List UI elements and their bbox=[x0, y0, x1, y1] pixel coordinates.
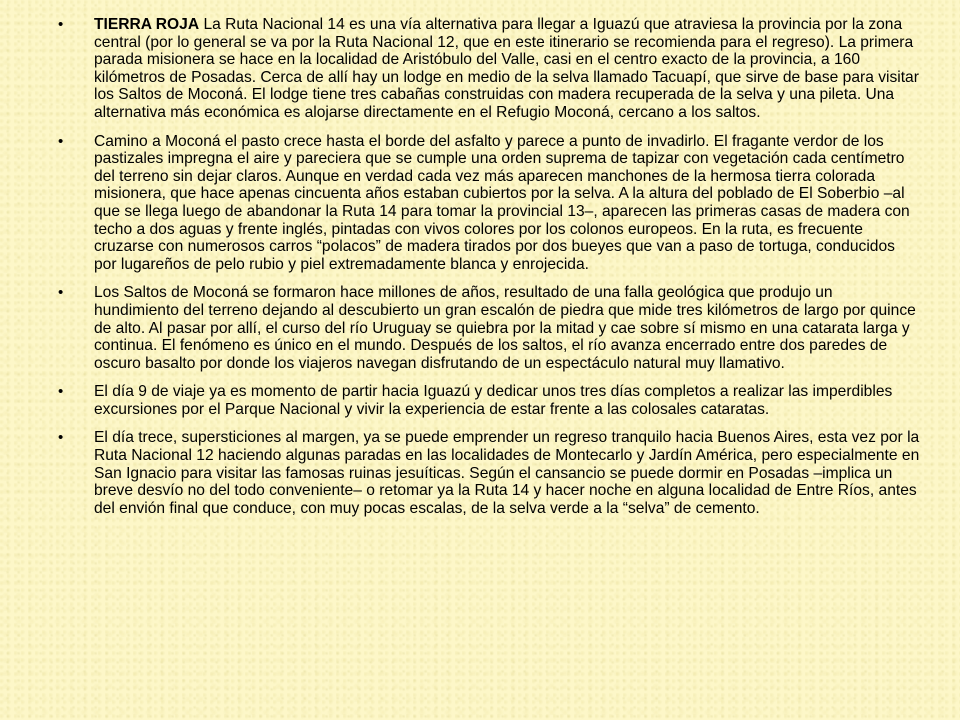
paragraph-text: El día trece, supersticiones al margen, ya se puede emprender un regreso tranquilo hacia Buenos Aires, esta vez por la Ruta Nacional 12 haciendo algunas paradas en las localidades de Montecarlo y Jardín América, pero especialmente en San Ignacio para visitar las famosas ruinas jesuíticas. Según el cansancio se puede dormir en Posadas –implica un breve desvío no del todo conveniente– o retomar ya la Ruta 14 y hacer noche en alguna localidad de Entre Ríos, antes del envión final que conduce, con muy pocas escalas, de la selva verde a la “selva” de cemento. bbox=[94, 429, 920, 517]
bullet-item-saltos-de-mocona bbox=[58, 284, 920, 372]
bullet-item-camino-a-mocona bbox=[58, 133, 920, 274]
bullet-item-dia-trece bbox=[58, 429, 920, 517]
paragraph-text: El día 9 de viaje ya es momento de partir hacia Iguazú y dedicar unos tres días completos a realizar las imperdibles excursiones por el Parque Nacional y vivir la experiencia de estar frente a las colosales cataratas. bbox=[94, 383, 893, 418]
paragraph-lead-title: TIERRA ROJA bbox=[94, 16, 200, 33]
bullet-icon: • bbox=[58, 429, 64, 447]
bullet-list bbox=[58, 16, 920, 517]
bullet-item-tierra-roja bbox=[58, 16, 920, 122]
paragraph-text: La Ruta Nacional 14 es una vía alternativa para llegar a Iguazú que atraviesa la provincia por la zona central (por lo general se va por la Ruta Nacional 12, que en este itinerario se recomienda para el regreso). La primera parada misionera se hace en la localidad de Aristóbulo del Valle, casi en el centro exacto de la provincia, a 160 kilómetros de Posadas. Cerca de allí hay un lodge en medio de la selva llamado Tacuapí, que sirve de base para visitar los Saltos de Moconá. El lodge tiene tres cabañas construidas con madera recuperada de la selva y una pileta. Una alternativa más económica es alojarse directamente en el Refugio Moconá, cercano a los saltos. bbox=[94, 16, 919, 121]
bullet-icon: • bbox=[58, 383, 64, 401]
bullet-item-dia-9 bbox=[58, 383, 920, 418]
bullet-icon: • bbox=[58, 16, 64, 33]
paragraph-text: Camino a Moconá el pasto crece hasta el borde del asfalto y parece a punto de invadirlo. El fragante verdor de los pastizales impregna el aire y pareciera que se cumple una orden suprema de tapizar con vegetación cada centímetro del terreno sin dejar claros. Aunque en verdad cada vez más aparecen manchones de la hermosa tierra colorada misionera, que hace apenas cincuenta años estaban cubiertos por la selva. A la altura del poblado de El Soberbio –al que se llega luego de abandonar la Ruta 14 para tomar la provincial 13–, aparecen las primeras casas de madera con techo a dos aguas y frente inglés, pintadas con vivos colores por los colonos europeos. En la ruta, es frecuente cruzarse con numerosos carros “polacos” de madera tirados por dos bueyes que van a paso de tortuga, conducidos por lugareños de pelo rubio y piel extremadamente blanca y enrojecida. bbox=[94, 132, 910, 273]
paragraph-text: Los Saltos de Moconá se formaron hace millones de años, resultado de una falla geológica que produjo un hundimiento del terreno dejando al descubierto un gran escalón de piedra que mide tres kilómetros de largo por quince de alto. Al pasar por allí, el curso del río Uruguay se quiebra por la mitad y cae sobre sí mismo en una catarata larga y continua. El fenómeno es único en el mundo. Después de los saltos, el río avanza encerrado entre dos paredes de oscuro basalto por donde los viajeros navegan disfrutando de un espectáculo natural muy llamativo. bbox=[94, 284, 916, 372]
bullet-icon: • bbox=[58, 132, 64, 150]
bullet-icon: • bbox=[58, 284, 64, 302]
